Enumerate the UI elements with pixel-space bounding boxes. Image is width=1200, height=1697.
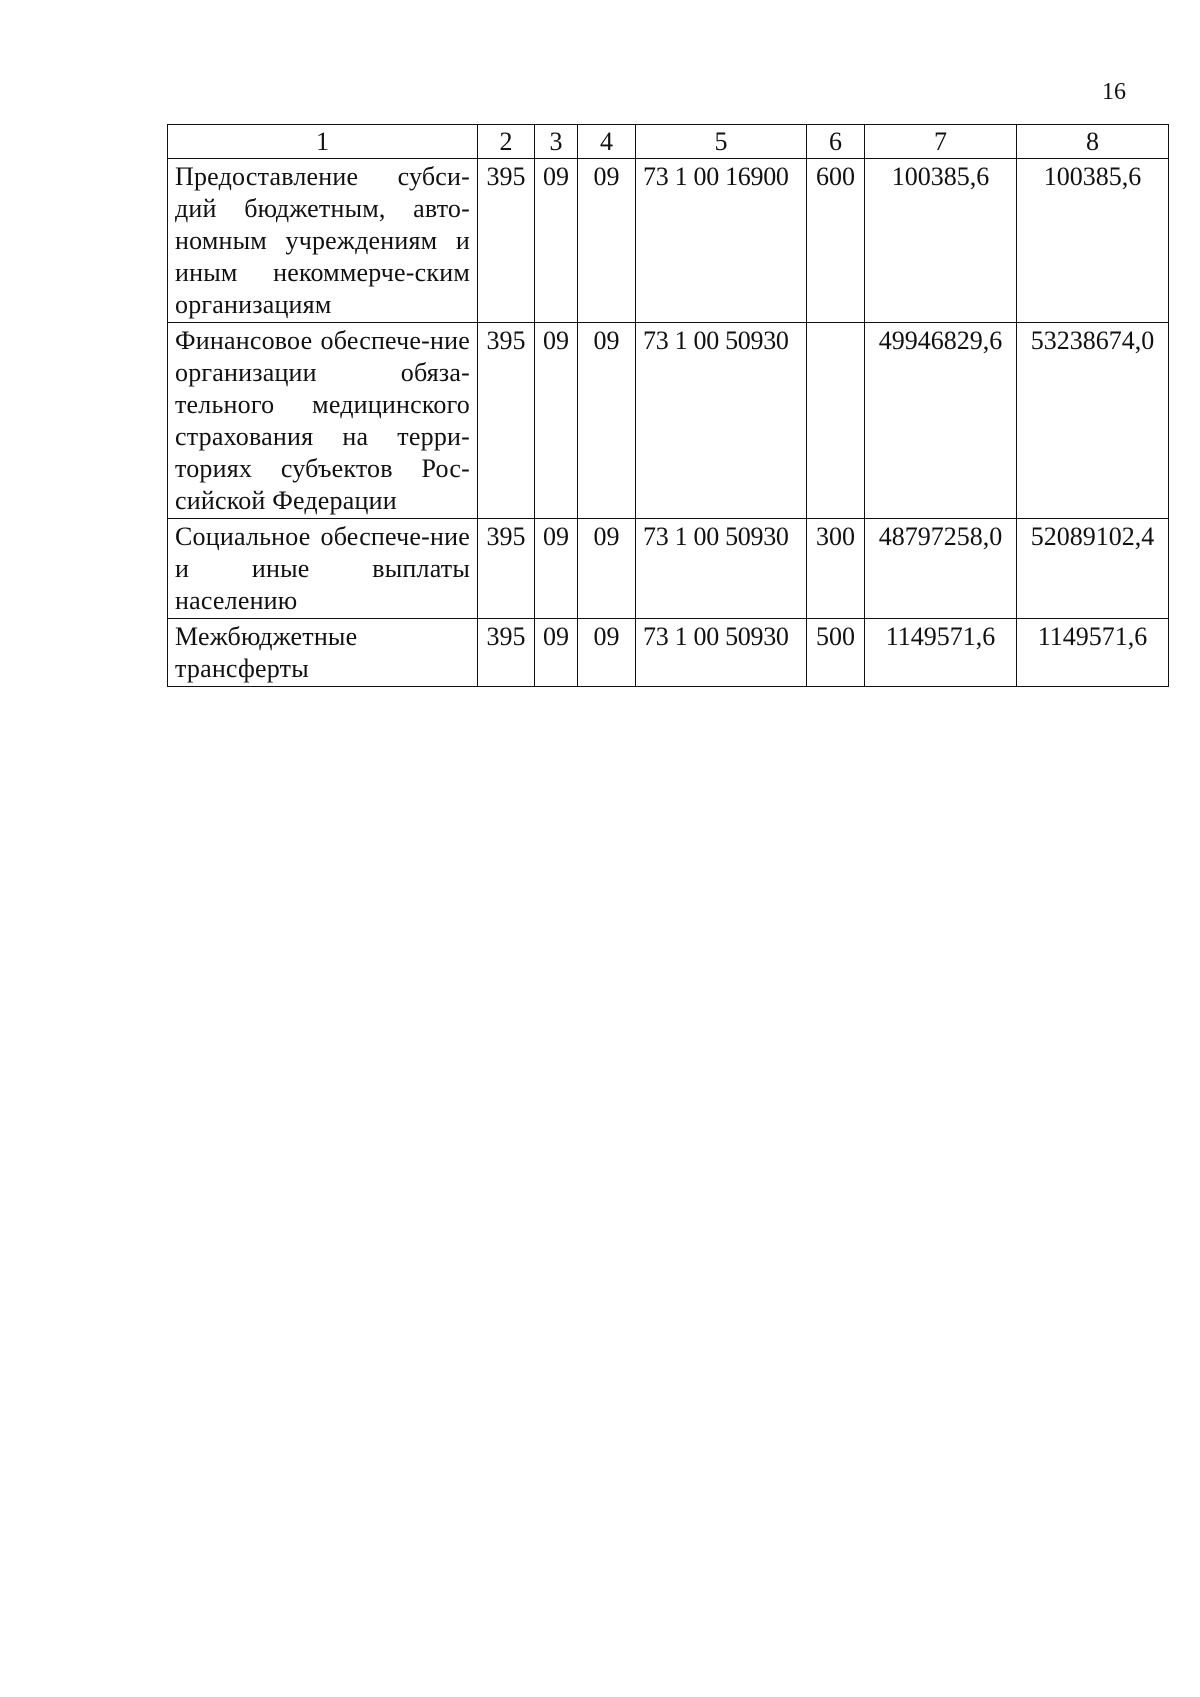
row-target-article: 73 1 00 50930 [636, 323, 807, 519]
row-ministry: 395 [478, 519, 535, 619]
header-cell-2: 2 [478, 125, 535, 159]
header-cell-5: 5 [636, 125, 807, 159]
row-target-article: 73 1 00 16900 [636, 159, 807, 323]
row-amount-year1: 49946829,6 [865, 323, 1017, 519]
row-expense-type: 600 [807, 159, 865, 323]
row-amount-year2: 52089102,4 [1017, 519, 1169, 619]
row-name: Финансовое обеспече-ние организации обяза-тельного медицинского страхования на терри-ториях субъектов Рос-сийской Федерации [168, 323, 478, 519]
row-subsection: 09 [578, 519, 636, 619]
row-subsection: 09 [578, 323, 636, 519]
row-amount-year2: 1149571,6 [1017, 619, 1169, 687]
row-target-article: 73 1 00 50930 [636, 619, 807, 687]
header-cell-4: 4 [578, 125, 636, 159]
row-section: 09 [535, 323, 578, 519]
header-cell-6: 6 [807, 125, 865, 159]
row-amount-year2: 100385,6 [1017, 159, 1169, 323]
row-amount-year1: 48797258,0 [865, 519, 1017, 619]
row-ministry: 395 [478, 323, 535, 519]
row-name: Предоставление субси-дий бюджетным, авто-номным учреждениям и иным некоммерче-ским организациям [168, 159, 478, 323]
row-section: 09 [535, 519, 578, 619]
row-ministry: 395 [478, 619, 535, 687]
row-section: 09 [535, 159, 578, 323]
table-row [168, 323, 1169, 519]
row-expense-type [807, 323, 865, 519]
header-cell-8: 8 [1017, 125, 1169, 159]
row-expense-type: 300 [807, 519, 865, 619]
header-cell-1: 1 [168, 125, 478, 159]
row-expense-type: 500 [807, 619, 865, 687]
row-name: Межбюджетные трансферты [168, 619, 478, 687]
header-cell-7: 7 [865, 125, 1017, 159]
table-row [168, 619, 1169, 687]
page-number: 16 [1102, 79, 1126, 105]
header-row [168, 125, 1169, 159]
row-subsection: 09 [578, 619, 636, 687]
row-amount-year2: 53238674,0 [1017, 323, 1169, 519]
row-ministry: 395 [478, 159, 535, 323]
row-name: Социальное обеспече-ние и иные выплаты населению [168, 519, 478, 619]
row-amount-year1: 1149571,6 [865, 619, 1017, 687]
row-subsection: 09 [578, 159, 636, 323]
table-row [168, 159, 1169, 323]
row-section: 09 [535, 619, 578, 687]
table-row [168, 519, 1169, 619]
row-amount-year1: 100385,6 [865, 159, 1017, 323]
header-cell-3: 3 [535, 125, 578, 159]
row-target-article: 73 1 00 50930 [636, 519, 807, 619]
budget-table [167, 124, 1169, 687]
